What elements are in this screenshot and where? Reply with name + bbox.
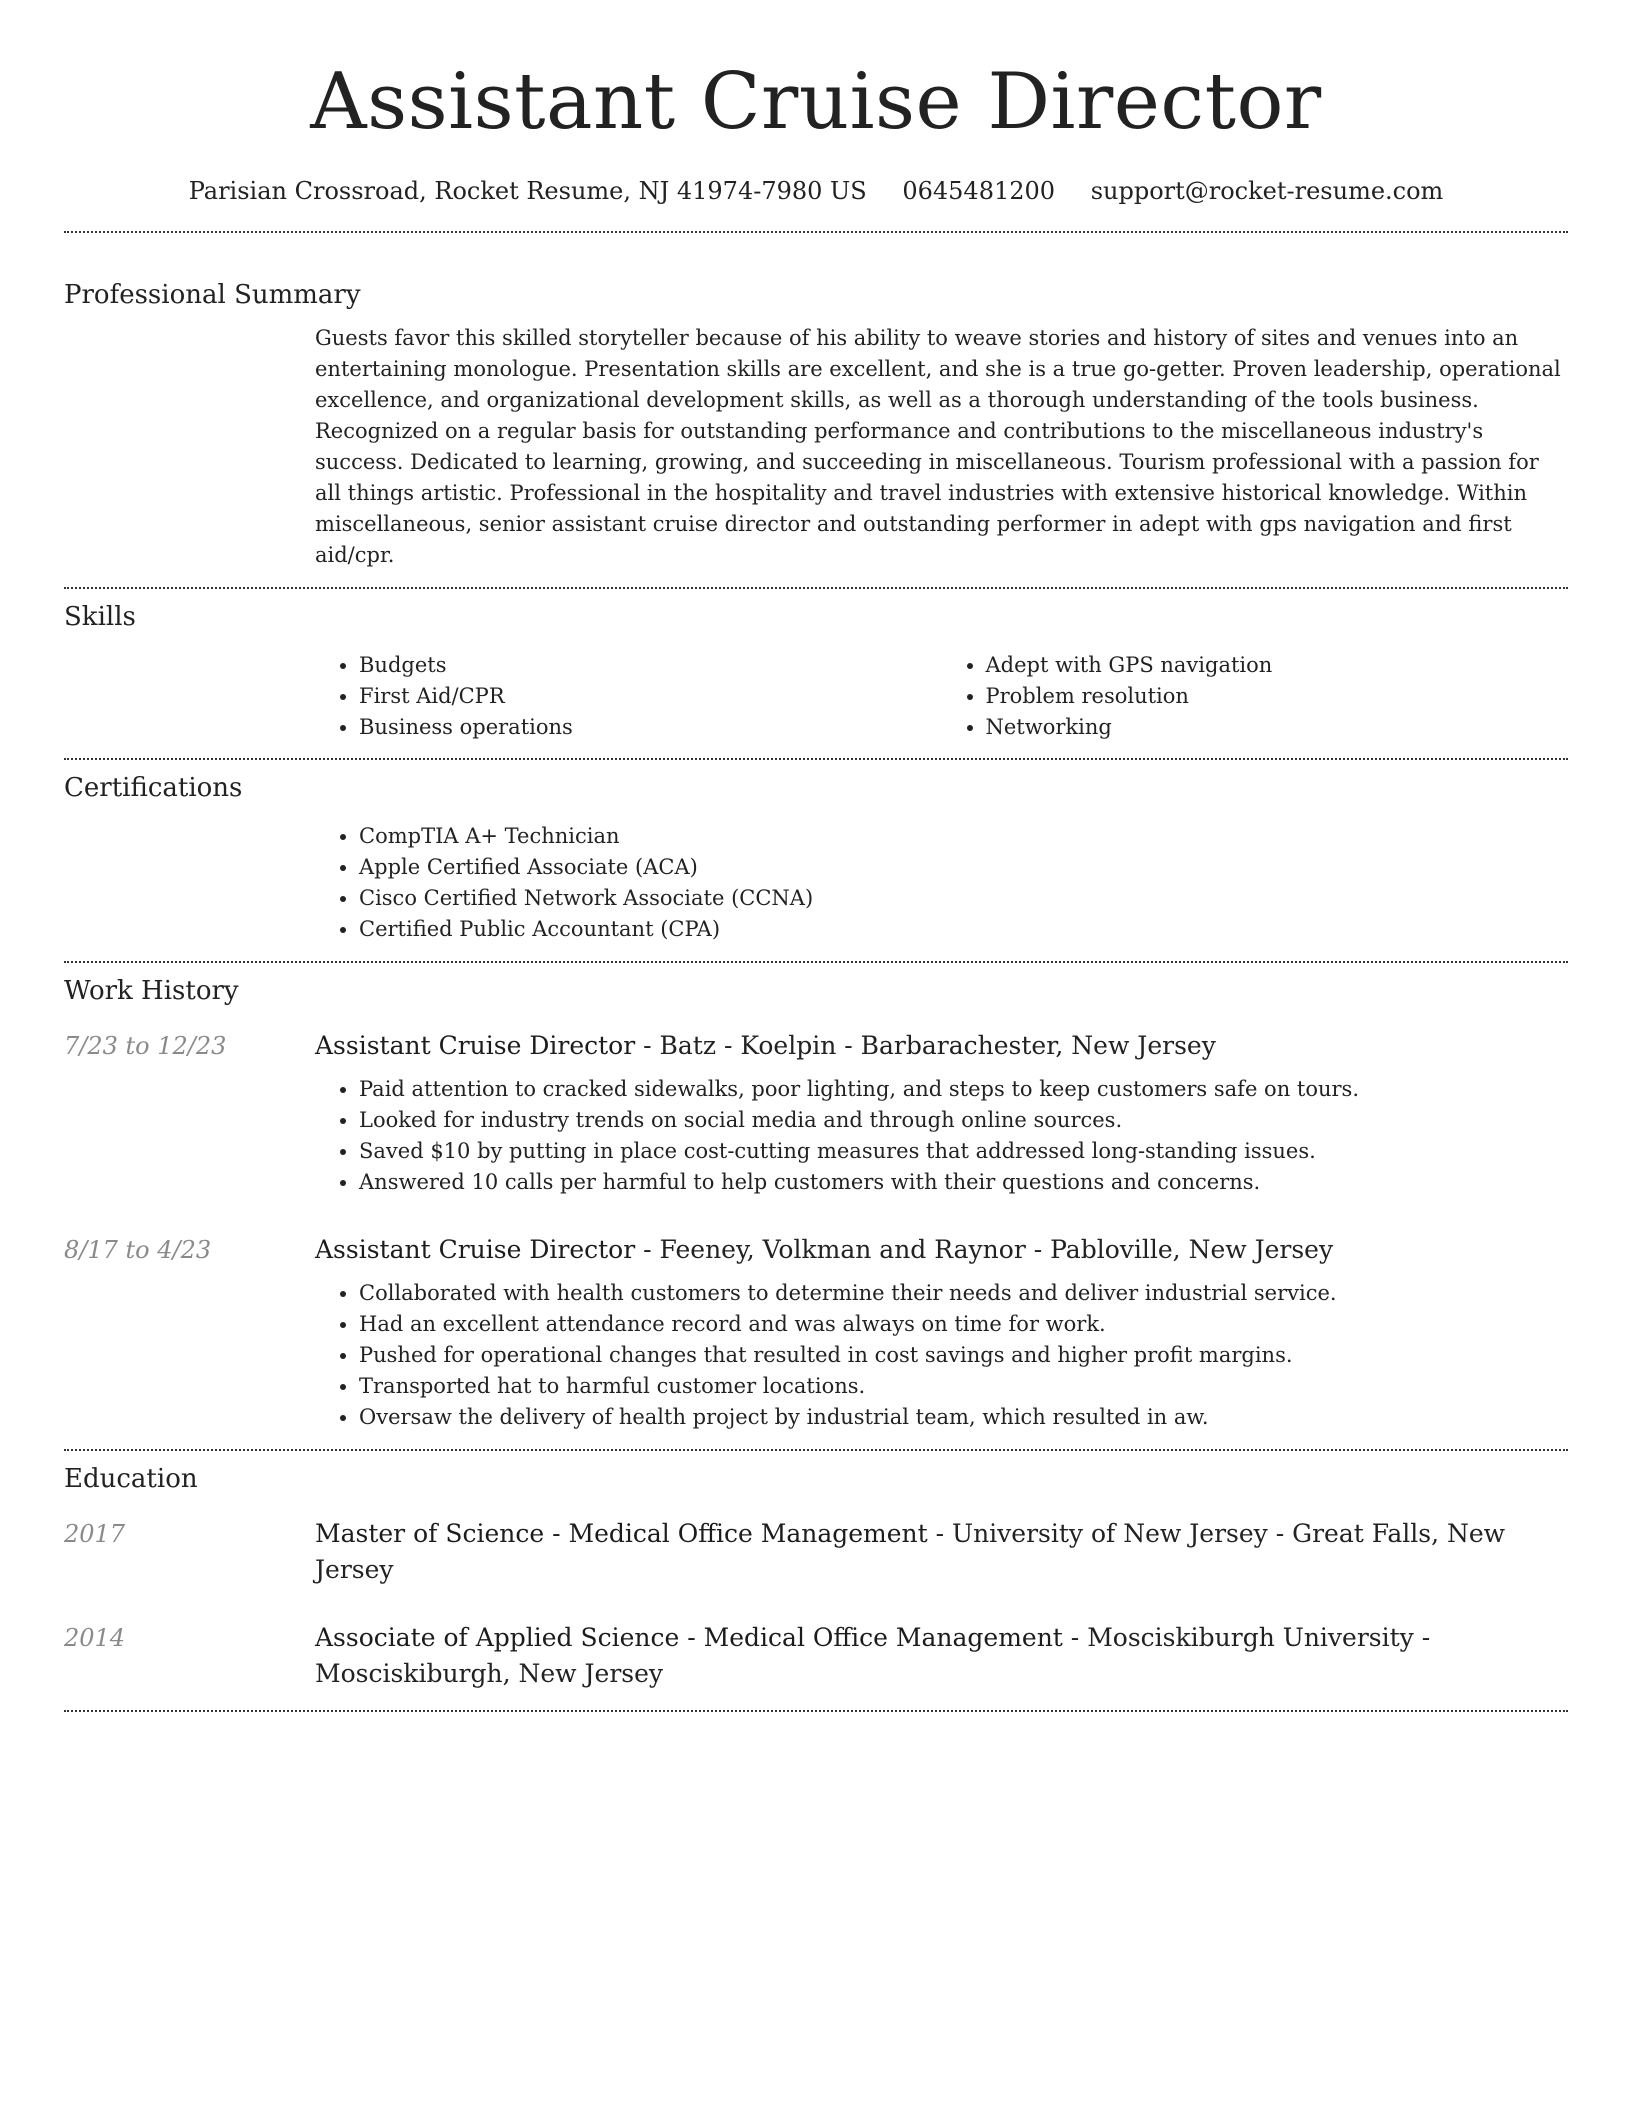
education-school: - University of New Jersey - Great Falls, New Jersey [315,1519,1506,1584]
education-entry [64,1516,1568,1588]
education-degree: Associate of Applied Science - Medical Office Management [315,1623,1063,1652]
job-bullet: • Oversaw the delivery of health project by industrial team, which resulted in aw. [359,1402,1568,1433]
certifications-block [315,821,1568,945]
certification-item: • Cisco Certified Network Associate (CCNA) [359,883,1568,914]
divider [64,758,1568,760]
section-heading-work: Work History [64,976,239,1006]
job-title-line [315,1232,1568,1268]
certification-item: • CompTIA A+ Technician [359,821,1568,852]
job-title: Assistant Cruise Director [315,1235,636,1264]
job-entry [64,1232,1568,1433]
job-bullet: • Had an excellent attendance record and was always on time for work. [359,1309,1568,1340]
job-body [315,1028,1568,1198]
job-bullet: • Collaborated with health customers to determine their needs and deliver industrial service. [359,1278,1568,1309]
education-entry [64,1620,1568,1692]
skill-item: • Adept with GPS navigation [986,650,1569,681]
skill-item: • First Aid/CPR [359,681,942,712]
job-dates: 8/17 to 4/23 [64,1236,212,1264]
section-heading-education: Education [64,1464,198,1494]
skill-item: • Business operations [359,712,942,743]
certification-item: • Apple Certified Associate (ACA) [359,852,1568,883]
job-title: Assistant Cruise Director [315,1031,636,1060]
section-heading-skills: Skills [64,602,136,632]
divider [64,1449,1568,1451]
contact-line [64,174,1568,208]
section-heading-certifications: Certifications [64,773,243,803]
section-heading-summary: Professional Summary [64,280,361,310]
divider [64,961,1568,963]
education-degree: Master of Science - Medical Office Management [315,1519,928,1548]
job-employer: - Feeney, Volkman and Raynor - Pabloville, New Jersey [635,1235,1334,1264]
divider [64,587,1568,589]
job-bullets [315,1278,1568,1433]
skill-item: • Problem resolution [986,681,1569,712]
job-entry [64,1028,1568,1198]
education-school: - Mosciskiburgh University - Mosciskiburgh, New Jersey [315,1623,1431,1688]
education-year: 2014 [64,1624,126,1652]
job-body [315,1232,1568,1433]
job-bullet: • Paid attention to cracked sidewalks, poor lighting, and steps to keep customers safe on tours. [359,1074,1568,1105]
job-employer: - Batz - Koelpin - Barbarachester, New Jersey [635,1031,1216,1060]
phone: 0645481200 [902,177,1056,205]
skills-list-right [942,650,1569,743]
job-bullet: • Pushed for operational changes that resulted in cost savings and higher profit margins. [359,1340,1568,1371]
job-bullet: • Saved $10 by putting in place cost-cutting measures that addressed long-standing issues. [359,1136,1568,1167]
address: Parisian Crossroad, Rocket Resume, NJ 41974-7980 US [188,177,867,205]
education-title-line [315,1516,1568,1588]
email-link[interactable]: support@rocket-resume.com [1090,177,1444,205]
skill-item: • Budgets [359,650,942,681]
divider [64,231,1568,233]
education-title-line [315,1620,1568,1692]
job-bullet: • Transported hat to harmful customer locations. [359,1371,1568,1402]
job-title-line [315,1028,1568,1064]
skills-block [315,650,1568,743]
summary-text: Guests favor this skilled storyteller because of his ability to weave stories and history of sites and venues into an entertaining monologue. Presentation skills are excellent, and she is a true go-getter. Proven leadership, operational excellence, and organizational development skills, as well as a thorough understanding of the tools business. Recognized on a regular basis for outstanding performance and contributions to the miscellaneous industry's success. Dedicated to learning, growing, and succeeding in miscellaneous. Tourism professional with a passion for all things artistic. Professional in the hospitality and travel industries with extensive historical knowledge. Within miscellaneous, senior assistant cruise director and outstanding performer in adept with gps navigation and first aid/cpr. [315,326,1561,567]
education-year: 2017 [64,1520,126,1548]
job-bullet: • Looked for industry trends on social media and through online sources. [359,1105,1568,1136]
job-bullets [315,1074,1568,1198]
certifications-list [315,821,1568,945]
divider [64,1710,1568,1712]
certification-item: • Certified Public Accountant (CPA) [359,914,1568,945]
skills-list-left [315,650,942,743]
resume-name: Assistant Cruise Director [310,57,1322,147]
skill-item: • Networking [986,712,1569,743]
job-bullet: • Answered 10 calls per harmful to help customers with their questions and concerns. [359,1167,1568,1198]
summary-block [315,323,1568,571]
job-dates: 7/23 to 12/23 [64,1032,227,1060]
